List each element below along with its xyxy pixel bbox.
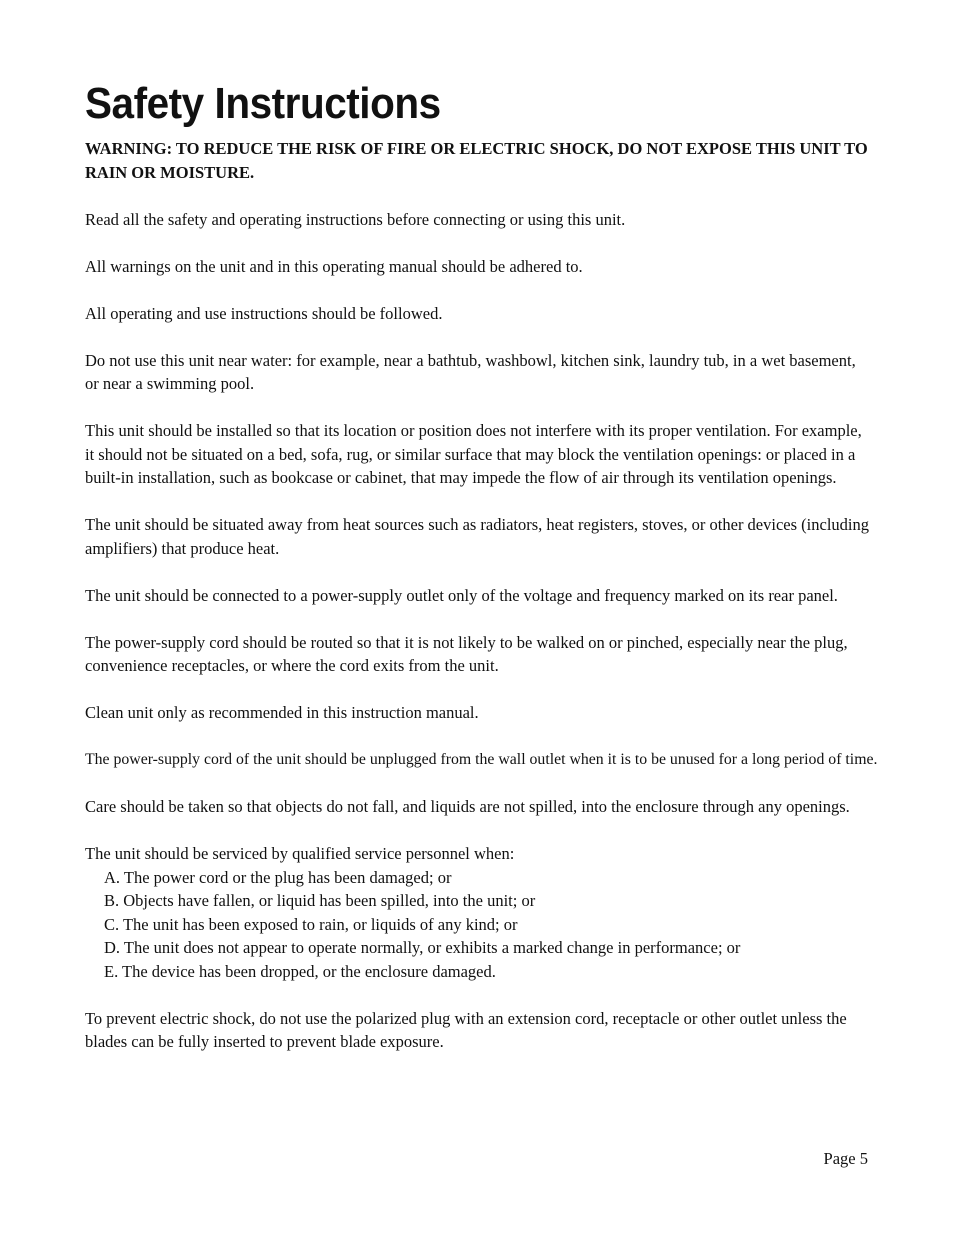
list-item: A. The power cord or the plug has been damaged; or — [104, 867, 452, 887]
paragraph-adhere-warnings: All warnings on the unit and in this operating manual should be adhered to. — [85, 256, 583, 276]
paragraph-unplug: The power-supply cord of the unit should be unplugged from the wall outlet when it is to be unused for a long period of time. — [85, 751, 878, 768]
document-page — [85, 78, 878, 1077]
paragraph-heat-sources: The unit should be situated away from heat sources such as radiators, heat registers, stoves, or other devices (including amplifiers) that produce heat. — [85, 515, 869, 558]
paragraph-cord-routing: The power-supply cord should be routed so that it is not likely to be walked on or pinched, especially near the plug, convenience receptacles, or where the cord exits from the unit. — [85, 632, 848, 675]
paragraph-water: Do not use this unit near water: for example, near a bathtub, washbowl, kitchen sink, laundry tub, in a wet basement, or near a swimming pool. — [85, 350, 856, 393]
paragraph-ventilation: This unit should be installed so that its location or position does not interfere with its proper ventilation. For example, it should not be situated on a bed, sofa, rug, or similar surface that may block the ventilation openings: or placed in a built-in installation, such as bookcase or cabinet, that may impede the flow of air through its ventilation openings. — [85, 421, 862, 487]
page-title: Safety Instructions — [85, 79, 441, 128]
paragraph-cleaning: Clean unit only as recommended in this instruction manual. — [85, 703, 479, 722]
service-intro: The unit should be serviced by qualified service personnel when: — [85, 844, 515, 863]
list-item: E. The device has been dropped, or the enclosure damaged. — [104, 961, 496, 981]
warning-text: WARNING: TO REDUCE THE RISK OF FIRE OR ELECTRIC SHOCK, DO NOT EXPOSE THIS UNIT TO RAIN OR MOISTURE. — [85, 139, 868, 182]
list-item: D. The unit does not appear to operate normally, or exhibits a marked change in performance; or — [104, 938, 741, 957]
list-item: B. Objects have fallen, or liquid has been spilled, into the unit; or — [104, 891, 536, 910]
paragraph-read-instructions: Read all the safety and operating instructions before connecting or using this unit. — [85, 209, 626, 229]
list-item: C. The unit has been exposed to rain, or liquids of any kind; or — [104, 914, 518, 934]
paragraph-objects-liquids: Care should be taken so that objects do not fall, and liquids are not spilled, into the enclosure through any openings. — [85, 797, 850, 816]
page-number: Page 5 — [823, 1149, 868, 1168]
paragraph-power-supply: The unit should be connected to a power-supply outlet only of the voltage and frequency marked on its rear panel. — [85, 585, 838, 605]
paragraph-follow-instructions: All operating and use instructions should be followed. — [85, 303, 443, 323]
service-list — [85, 866, 870, 984]
paragraph-polarized-plug: To prevent electric shock, do not use the polarized plug with an extension cord, receptacle or other outlet unless the blades can be fully inserted to prevent blade exposure. — [85, 1008, 847, 1051]
